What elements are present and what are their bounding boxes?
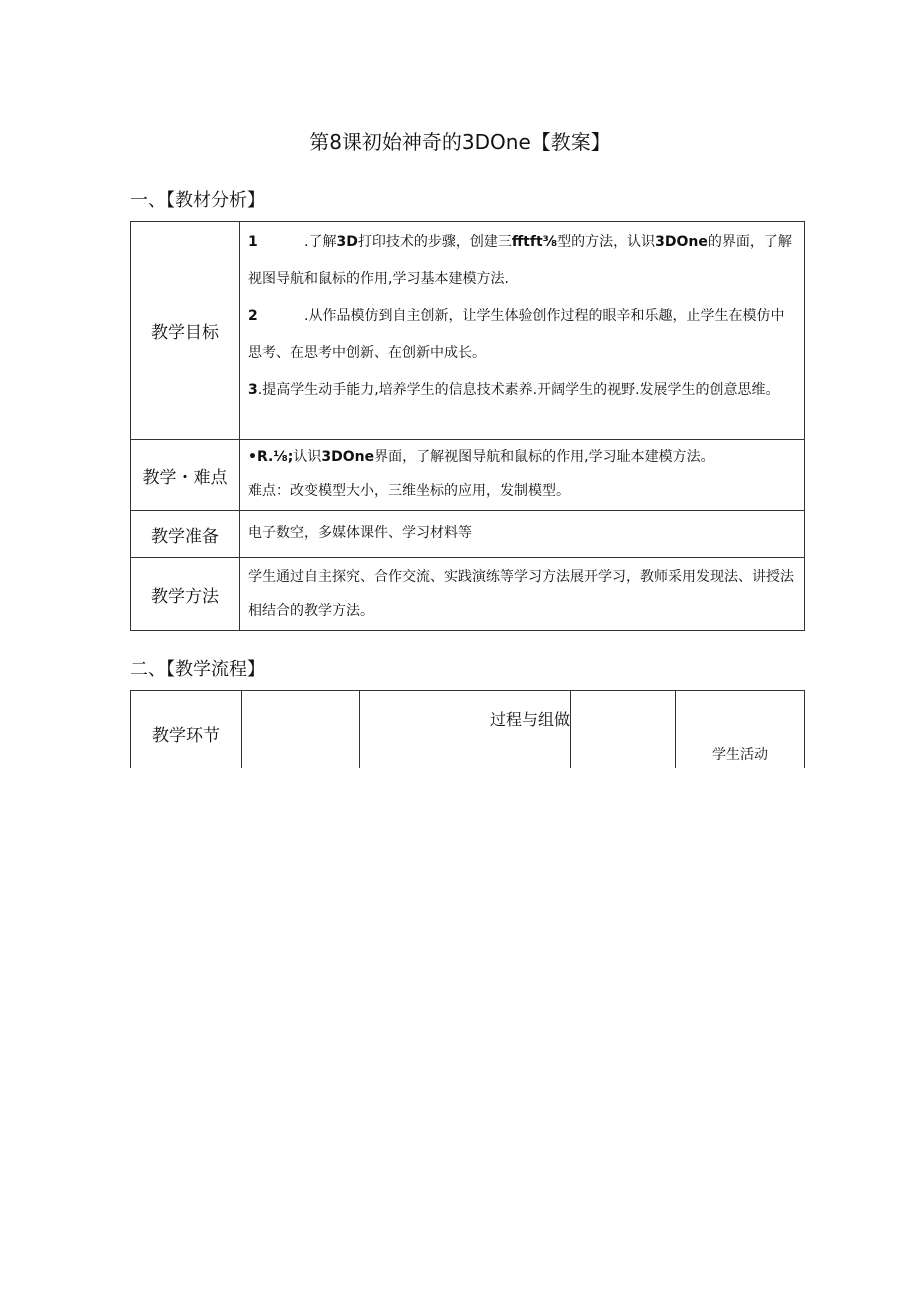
flow-table (130, 690, 805, 768)
flow-col-empty (242, 691, 360, 769)
goal-item: 1 .了解3D打印技术的步骤，创建三fftft⅜型的方法，认识3DOne的界面，了解视图导航和鼠标的作用,学习基本建模方法. (248, 234, 792, 287)
table-row (131, 511, 805, 558)
flow-col-stage: 教学环节 (131, 691, 242, 769)
section-heading-flow: 二、【教学流程】 (130, 659, 265, 680)
table-row (131, 222, 805, 440)
method-label: 教学方法 (131, 558, 240, 631)
prep-label: 教学准备 (131, 511, 240, 558)
section-heading-analysis: 一、【教材分析】 (130, 190, 265, 211)
difficult-point: 难点：改变模型大小，三维坐标的应用，发制模型。 (248, 483, 570, 499)
goal-item: 3.提高学生动手能力,培养学生的信息技术素养.开阔学生的视野.发展学生的创意思维。 (248, 382, 780, 398)
method-content: 学生通过自主探究、合作交流、实践演练等学习方法展开学习，教师采用发现法、讲授法相结合的教学方法。 (240, 558, 805, 631)
table-row (131, 440, 805, 511)
document-title: 第8课初始神奇的3DOne【教案】 (309, 130, 611, 154)
key-point: •R.⅛;认识3DOne界面，了解视图导航和鼠标的作用,学习耻本建模方法。 (248, 449, 715, 465)
flow-col-process: 过程与组做 (360, 691, 571, 769)
difficulty-content (240, 440, 805, 511)
prep-content: 电子数空，多媒体课件、学习材料等 (240, 511, 805, 558)
goals-label: 教学目标 (131, 222, 240, 440)
goals-content (240, 222, 805, 440)
table-row (131, 691, 805, 769)
flow-col-student-activity: 学生活动 (676, 691, 805, 769)
table-row (131, 558, 805, 631)
goal-item: 2 .从作品模仿到自主创新，让学生体验创作过程的眼辛和乐趣，止学生在模仿中思考、在思考中创新、在创新中成长。 (248, 308, 785, 361)
difficulty-label: 教学・难点 (131, 440, 240, 511)
analysis-table (130, 221, 805, 631)
flow-col-empty (571, 691, 676, 769)
